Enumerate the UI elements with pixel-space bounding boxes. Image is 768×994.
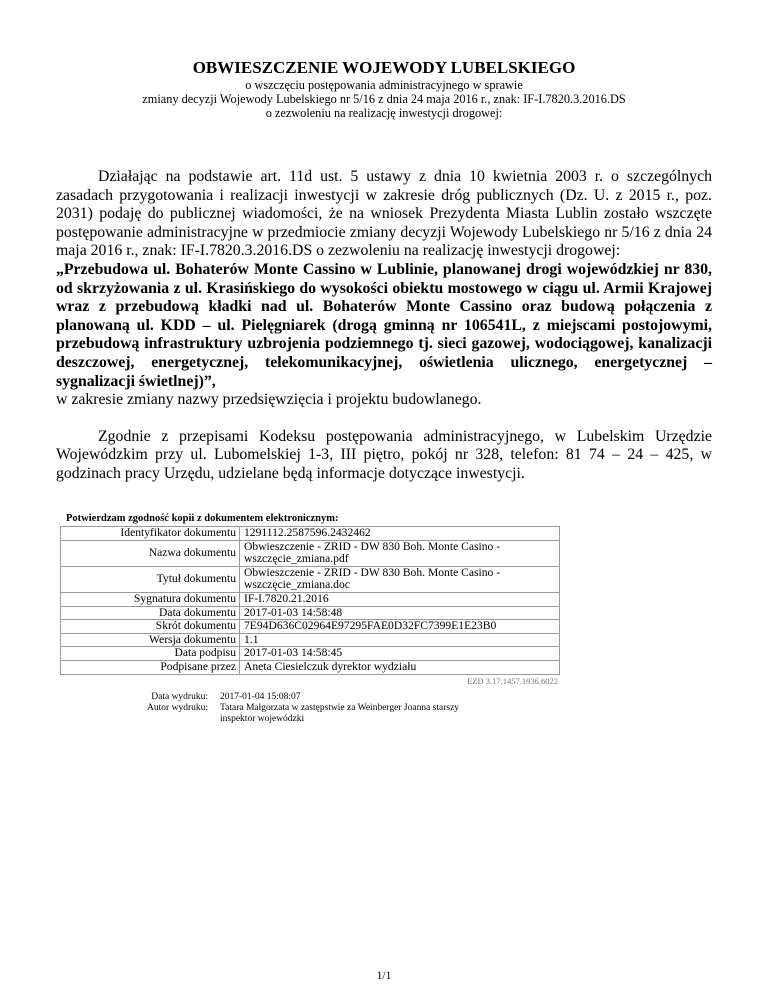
subtitle-line-2: zmiany decyzji Wojewody Lubelskiego nr 5/16 z dnia 24 maja 2016 r., znak: IF-I.7820.3.2016.DS	[142, 92, 626, 106]
certificate-row-label: Data dokumentu	[61, 606, 240, 620]
investment-name: „Przebudowa ul. Bohaterów Monte Cassino w Lublinie, planowanej drogi wojewódzkiej nr 830, od skrzyżowania z ul. Krasińskiego do wysokości obiektu mostowego w ciągu ul. Armii Krajowej wraz z przebudową kładki nad ul. Bohaterów Monte Cassino oraz budową połączenia z planowaną ul. KDD – ul. Pielęgniarek (drogą gminną nr 106541L, z miejscami postojowymi, przebudową infrastruktury uzbrojenia podziemnego tj. sieci gazowej, wodociągowej, kanalizacji deszczowej, energetycznej, telekomunikacyjnej, oświetlenia ulicznego, energetycznej – sygnalizacji świetlnej)”,	[56, 260, 712, 390]
print-author-label: Autor wydruku:	[147, 703, 208, 713]
document-header	[0, 58, 768, 120]
paragraph-1-intro: Działając na podstawie art. 11d ust. 5 ustawy z dnia 10 kwietnia 2003 r. o szczególnych zasadach przygotowania i realizacji inwestycji w zakresie dróg publicznych (Dz. U. z 2015 r., poz. 2031) podaję do publicznej wiadomości, że na wniosek Prezydenta Miasta Lublin zostało wszczęte postępowanie administracyjne w przedmiocie zmiany decyzji Wojewody Lubelskiego nr 5/16 z dnia 24 maja 2016 r., znak: IF-I.7820.3.2016.DS o zezwoleniu na realizację inwestycji drogowej:	[56, 168, 712, 260]
paragraph-1-tail: w zakresie zmiany nazwy przedsięwzięcia i projektu budowlanego.	[56, 391, 482, 409]
certificate-table	[60, 526, 560, 675]
certificate-row-label: Tytuł dokumentu	[61, 566, 240, 592]
certificate-row	[61, 606, 560, 620]
certificate-row-label: Identyfikator dokumentu	[61, 527, 240, 541]
certificate-row-value: 2017-01-03 14:58:48	[240, 606, 560, 620]
certificate-row	[61, 647, 560, 661]
subtitle-line-3: o zezwoleniu na realizację inwestycji drogowej:	[265, 106, 503, 120]
certificate-block	[60, 512, 560, 686]
paragraph-2: Zgodnie z przepisami Kodeksu postępowania administracyjnego, w Lubelskim Urzędzie Wojewódzkim przy ul. Lubomelskiej 1-3, III piętro, pokój nr 328, telefon: 81 74 – 24 – 425, w godzinach pracy Urzędu, udzielane będą informacje dotyczące inwestycji.	[56, 427, 712, 482]
certificate-row-label: Nazwa dokumentu	[61, 540, 240, 566]
certificate-row-value: 1291112.2587596.2432462	[240, 527, 560, 541]
print-author-value: Tatara Małgorzata w zastępstwie za Weinberger Joanna starszy inspektor wojewódzki	[220, 703, 460, 724]
paragraph-1	[56, 168, 712, 410]
subtitle-line-1: o wszczęciu postępowania administracyjnego w sprawie	[245, 78, 523, 92]
certificate-row-label: Data podpisu	[61, 647, 240, 661]
certificate-row-value: Obwieszczenie - ZRID - DW 830 Boh. Monte Casino - wszczęcie_zmiana.pdf	[240, 540, 560, 566]
ezd-version: EZD 3.17.1457.1936.6022	[467, 675, 558, 686]
certificate-row-label: Wersja dokumentu	[61, 633, 240, 647]
page-number: 1/1	[376, 970, 392, 982]
certificate-row	[61, 660, 560, 674]
print-date-label: Data wydruku:	[151, 692, 208, 702]
print-date-value: 2017-01-04 15:08:07	[220, 692, 301, 702]
certificate-row-value: 2017-01-03 14:58:45	[240, 647, 560, 661]
certificate-row-value: 7E94D636C02964E97295FAE0D32FC7399E1E23B0	[240, 620, 560, 634]
certificate-row-label: Sygnatura dokumentu	[61, 592, 240, 606]
print-author-row	[100, 703, 460, 725]
document-title: OBWIESZCZENIE WOJEWODY LUBELSKIEGO	[192, 58, 576, 77]
certificate-heading: Potwierdzam zgodność kopii z dokumentem elektronicznym:	[66, 513, 339, 524]
certificate-row-label: Skrót dokumentu	[61, 620, 240, 634]
certificate-row	[61, 527, 560, 541]
certificate-row	[61, 620, 560, 634]
certificate-row-value: Aneta Ciesielczuk dyrektor wydziału	[240, 660, 560, 674]
certificate-row-value: 1.1	[240, 633, 560, 647]
certificate-row-value: Obwieszczenie - ZRID - DW 830 Boh. Monte Casino - wszczęcie_zmiana.doc	[240, 566, 560, 592]
certificate-row-label: Podpisane przez	[61, 660, 240, 674]
document-body	[56, 168, 712, 484]
certificate-row	[61, 540, 560, 566]
certificate-row	[61, 633, 560, 647]
certificate-row-value: IF-I.7820.21.2016	[240, 592, 560, 606]
print-info	[100, 692, 460, 725]
print-date-row	[100, 692, 460, 703]
certificate-row	[61, 592, 560, 606]
certificate-row	[61, 566, 560, 592]
